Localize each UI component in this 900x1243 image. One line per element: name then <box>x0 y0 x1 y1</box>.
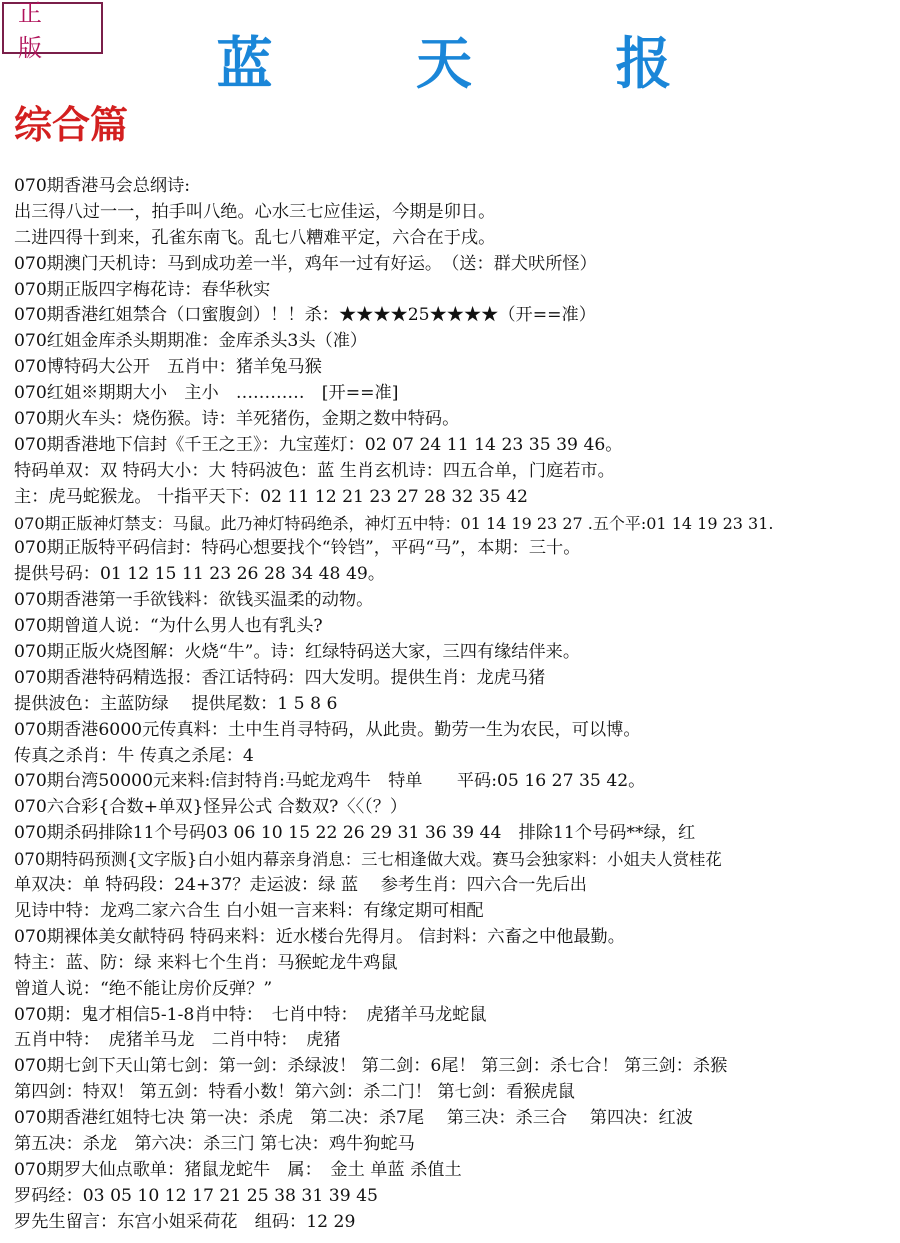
content-lines <box>14 174 898 1236</box>
text-line: 五肖中特： 虎猪羊马龙 二肖中特： 虎猪 <box>14 1030 341 1051</box>
text-line: 070期火车头：烧伤猴。诗：羊死猪伤，金期之数中特码。 <box>14 409 460 430</box>
text-line: 主：虎马蛇猴龙。 十指平天下：02 11 12 21 23 27 28 32 35 42 <box>14 486 528 507</box>
text-line: 特码单双：双 特码大小：大 特码波色：蓝 生肖玄机诗：四五合单，门庭若市。 <box>14 460 615 481</box>
text-line: 070期裸体美女献特码 特码来料：近水楼台先得月。 信封料：六畜之中他最勤。 <box>14 926 625 947</box>
text-line: 出三得八过一一，拍手叫八绝。心水三七应佳运，今期是卯日。 <box>14 201 496 222</box>
text-line: 070期杀码排除11个号码03 06 10 15 22 26 29 31 36 39 44 排除11个号码**绿，红 <box>14 823 696 844</box>
text-line: 070期正版四字梅花诗：春华秋实 <box>14 279 271 300</box>
text-line: 第五决：杀龙 第六决：杀三门 第七决：鸡牛狗蛇马 <box>14 1133 415 1154</box>
text-line: 070期正版火烧图解：火烧“牛”。诗：红绿特码送大家，三四有缘结伴来。 <box>14 642 581 663</box>
text-line: 070红姐金库杀头期期准：金库杀头3头（准） <box>14 331 368 352</box>
text-line: 070期正版神灯禁支：马鼠。此乃神灯特码绝杀，神灯五中特：01 14 19 23 27 .五个平:01 14 19 23 31. <box>14 513 774 533</box>
text-line: 提供号码：01 12 15 11 23 26 28 34 48 49。 <box>14 564 386 585</box>
text-line: 070期台湾50000元来料:信封特肖:马蛇龙鸡牛 特单 平码:05 16 27 35 42。 <box>14 771 646 792</box>
text-line: 070期正版特平码信封：特码心想要找个“铃铛”，平码“马”，本期：三十。 <box>14 538 581 559</box>
text-line: 曾道人说：“绝不能让房价反弹？” <box>14 978 273 999</box>
text-line: 单双决：单 特码段：24+37？走运波：绿 蓝 参考生肖：四六合一先后出 <box>14 875 587 896</box>
text-line: 见诗中特：龙鸡二家六合生 白小姐一言来料：有缘定期可相配 <box>14 900 484 921</box>
text-line: 070期特码预测{文字版}白小姐内幕亲身消息：三七相逢做大戏。赛马会独家料：小姐夫人赏桂花 <box>14 850 722 870</box>
text-line: 070期罗大仙点歌单：猪鼠龙蛇牛 属： 金土 单蓝 杀值土 <box>14 1159 462 1180</box>
text-line: 特主：蓝、防：绿 来料七个生肖：马猴蛇龙牛鸡鼠 <box>14 952 398 973</box>
text-line: 070期香港第一手欲钱料：欲钱买温柔的动物。 <box>14 590 374 611</box>
text-line: 070期香港地下信封《千王之王》：九宝莲灯：02 07 24 11 14 23 35 39 46。 <box>14 434 623 455</box>
text-line: 070期香港红姐禁合（口蜜腹剑）！！杀：★★★★25★★★★（开==准） <box>14 305 596 326</box>
newspaper-title: 蓝 天 报 <box>216 31 734 97</box>
text-line: 070期香港特码精选报：香江话特码：四大发明。提供生肖：龙虎马猪 <box>14 667 546 688</box>
text-line: 070六合彩{合数+单双}怪异公式 合数双?〈〈（？） <box>14 797 408 818</box>
text-line: 罗先生留言：东宫小姐采荷花 组码：12 29 <box>14 1211 356 1232</box>
text-line: 二进四得十到来，孔雀东南飞。乱七八糟难平定，六合在于戌。 <box>14 227 496 248</box>
text-line: 070红姐※期期大小 主小 ………… [开==准] <box>14 383 399 404</box>
text-line: 罗码经：03 05 10 12 17 21 25 38 31 39 45 <box>14 1185 378 1206</box>
text-line: 070期曾道人说：“为什么男人也有乳头? <box>14 616 323 637</box>
edition-badge: 正 版 <box>2 2 103 54</box>
text-line: 070期澳门天机诗：马到成功差一半，鸡年一过有好运。 （送：群犬吠所怪） <box>14 253 597 274</box>
text-line: 传真之杀肖：牛 传真之杀尾：4 <box>14 745 254 766</box>
text-line: 070博特码大公开 五肖中：猪羊兔马猴 <box>14 357 322 378</box>
text-line: 070期：鬼才相信5-1-8肖中特： 七肖中特： 虎猪羊马龙蛇鼠 <box>14 1004 487 1025</box>
section-heading: 综合篇 <box>14 102 129 147</box>
text-line: 070期香港红姐特七决 第一决：杀虎 第二决：杀7尾 第三决：杀三合 第四决：红波 <box>14 1108 693 1129</box>
text-line: 提供波色：主蓝防绿 提供尾数：1 5 8 6 <box>14 693 338 714</box>
text-line: 070期香港马会总纲诗: <box>14 176 191 196</box>
text-line: 070期七剑下天山第七剑：第一剑：杀绿波！ 第二剑：6尾！ 第三剑：杀七合！ 第三剑：杀猴 <box>14 1056 728 1077</box>
text-line: 070期香港6000元传真料：土中生肖寻特码，从此贵。勤劳一生为农民，可以博。 <box>14 719 641 740</box>
text-line: 第四剑：特双！ 第五剑：特看小数！第六剑：杀二门！ 第七剑：看猴虎鼠 <box>14 1082 575 1103</box>
